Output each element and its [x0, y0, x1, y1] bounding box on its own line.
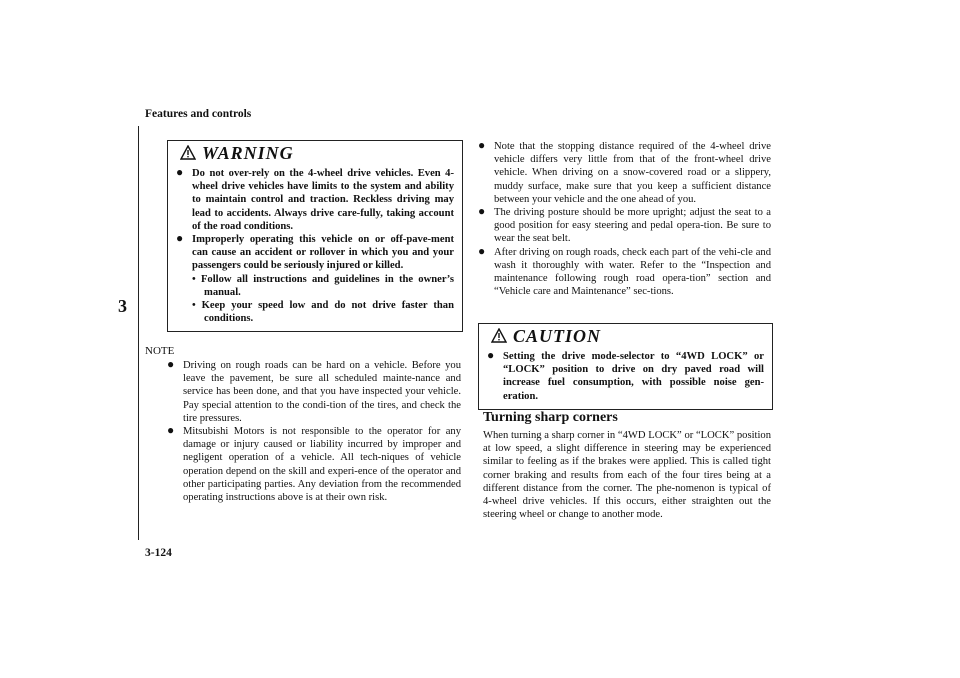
bullet-icon: ●: [478, 243, 486, 258]
caution-header: [479, 324, 772, 350]
caution-box: [478, 323, 773, 410]
right-note-item: [478, 140, 771, 206]
chapter-divider: [138, 126, 139, 540]
bullet-icon: ●: [478, 204, 486, 219]
note-list: [167, 359, 461, 504]
note-item-text: Driving on rough roads can be hard on a vehicle. Before you leave the pavement, be sure all scheduled mainte-nance and service has been done, and that you have inspected your vehicle. Pay special attention to the condi-tion of the tires, and check the tire pressures.: [183, 360, 461, 424]
warning-header: [168, 141, 462, 167]
caution-list: [479, 350, 772, 409]
warning-title: WARNING: [202, 143, 294, 163]
warning-list: [168, 167, 462, 331]
warning-sub-item: • Follow all instructions and guidelines in the owner’s manual.: [192, 273, 454, 298]
note-label: NOTE: [145, 345, 175, 357]
caution-title: CAUTION: [513, 326, 602, 346]
section-body: When turning a sharp corner in “4WD LOCK” or “LOCK” position at low speed, a slight difference in steering may be experienced similar to feeling as if the brakes were applied. This is called tight corner braking and results from each of the four tires being at a different distance from the corner. The phe-nomenon is typical of 4-wheel drive vehicles. If this occurs, either straighten out the steering wheel or change to another mode.: [483, 430, 771, 521]
right-note-item: [478, 206, 771, 246]
warning-sub-item: • Keep your speed low and do not drive faster than conditions.: [192, 300, 454, 325]
section-heading: Turning sharp corners: [483, 410, 618, 425]
page-header-title: Features and controls: [145, 108, 252, 120]
right-note-text: After driving on rough roads, check each part of the vehi-cle and wash it thoroughly with water. Refer to the “Inspection and maintenance following rough road opera-tion” section and “Vehicle care and Maintenance” sec-tions.: [494, 246, 771, 298]
note-item-text: Mitsubishi Motors is not responsible to the operator for any damage or injury caused or liability incurred by improper and negligent operation of a vehicle. All tech-niques of vehicle operation depend on the skill and experi-ence of the operator and other participating parties. Any deviation from the recommended operating instructions above is at their own risk.: [183, 426, 461, 504]
note-item: [167, 425, 461, 504]
caution-item: [487, 350, 764, 403]
right-note-item: [478, 243, 771, 299]
page-number: 3-124: [145, 547, 172, 559]
note-item: [167, 359, 461, 425]
right-note-text: The driving posture should be more upright; adjust the seat to a good position for easy steering and pedal opera-tion. Be sure to wear the seat belt.: [494, 207, 771, 245]
warning-item-text: Improperly operating this vehicle on or off-pave-ment can cause an accident or rollover in which you and your passengers could be seriously injured or killed.: [192, 234, 454, 272]
warning-triangle-icon: [180, 145, 196, 160]
warning-item-text: Do not over-rely on the 4-wheel drive vehicles. Even 4-wheel drive vehicles have limits to the system and ability to maintain control and traction. Reckless driving may lead to accidents. Always drive care-fully, taking account of the road conditions.: [192, 168, 454, 232]
warning-box: [167, 140, 463, 332]
bullet-icon: ●: [176, 165, 184, 179]
bullet-icon: ●: [487, 348, 495, 362]
warning-item: [176, 233, 454, 325]
caution-triangle-icon: [491, 328, 507, 343]
bullet-icon: ●: [176, 231, 184, 246]
bullet-icon: ●: [167, 357, 175, 371]
chapter-number: 3: [118, 296, 127, 316]
right-notes-list: [478, 140, 771, 298]
warning-item: [176, 167, 454, 233]
right-note-text: Note that the stopping distance required of the 4-wheel drive vehicle differs very little from that of the front-wheel drive vehicle. When driving on a snow-covered road or a slippery, muddy surface, make sure that you keep a sufficient distance between your vehicle and the one ahead of you.: [494, 141, 771, 205]
bullet-icon: ●: [167, 423, 175, 438]
caution-item-text: Setting the drive mode-selector to “4WD LOCK” or “LOCK” position to drive on dry paved road will increase fuel consumption, with possible noise gen-eration.: [503, 351, 764, 402]
bullet-icon: ●: [478, 138, 486, 152]
